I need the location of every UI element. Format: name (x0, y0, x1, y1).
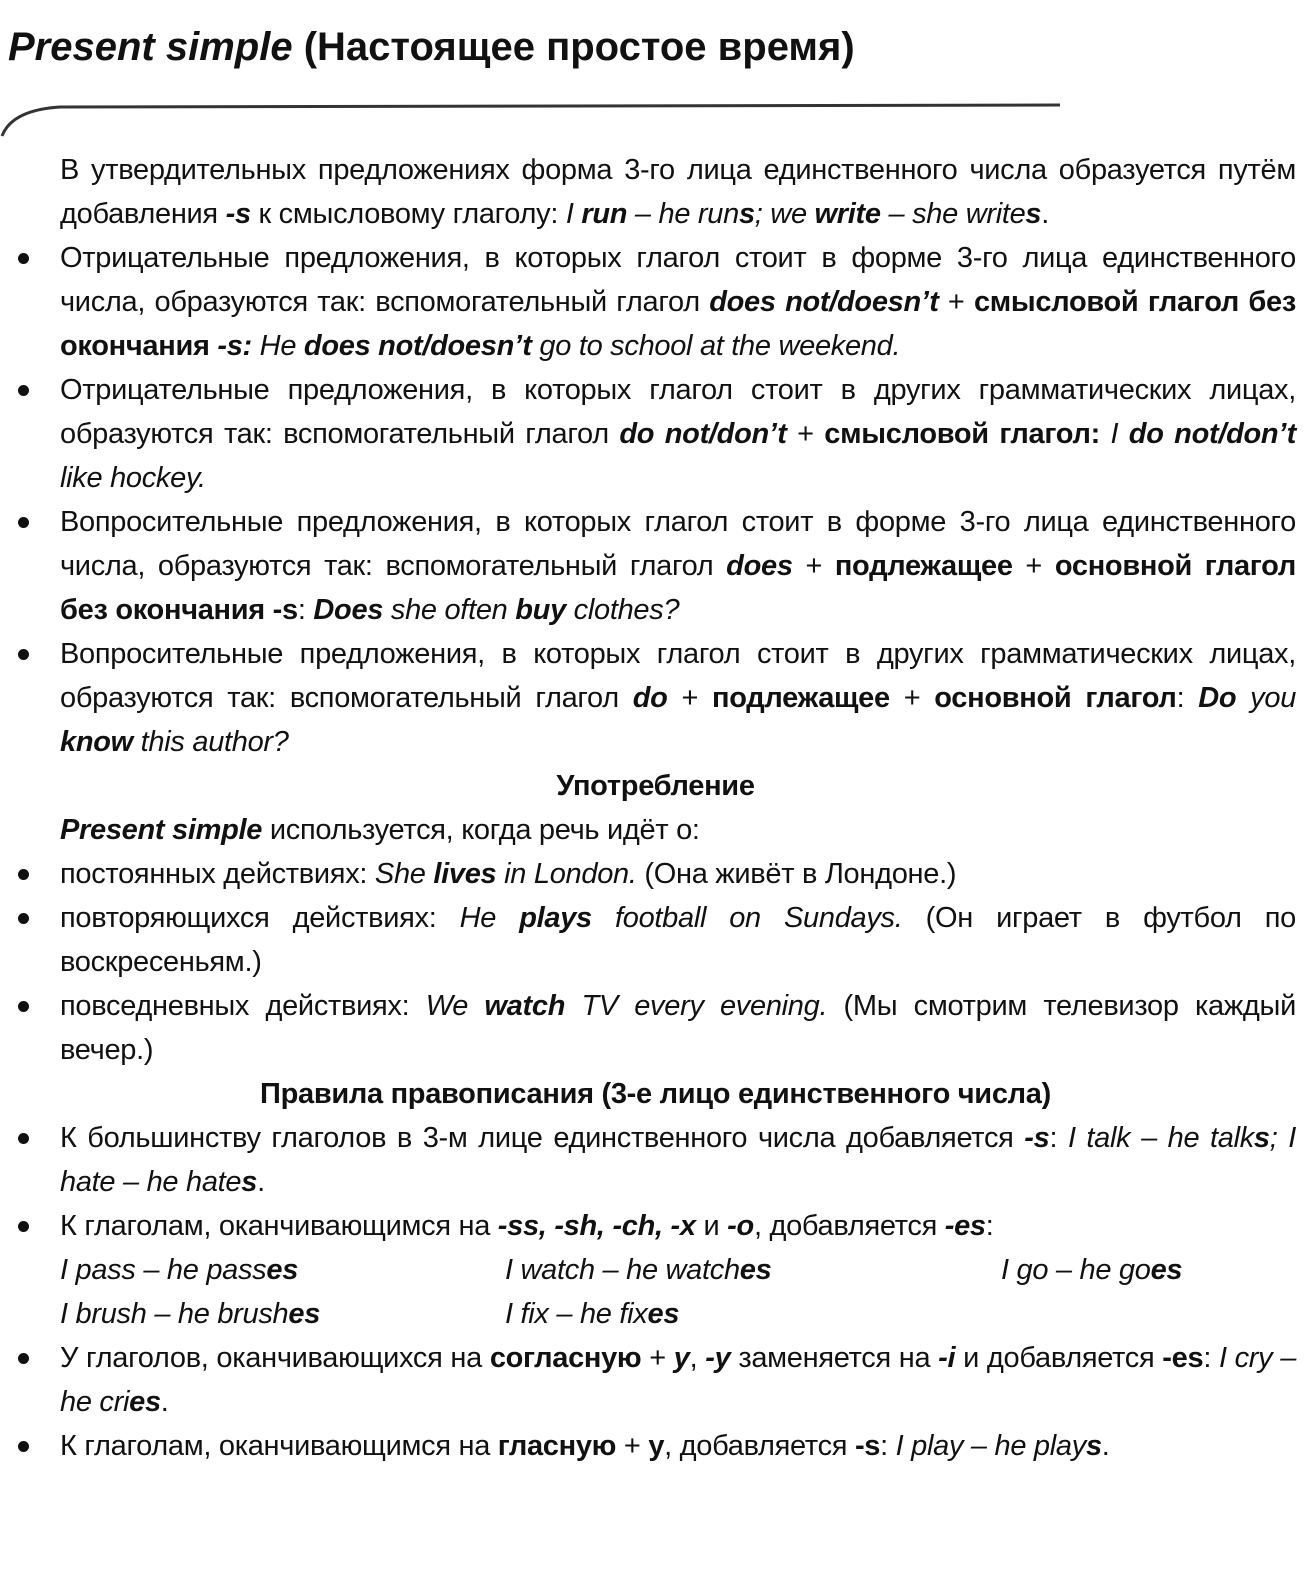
r3-text-3: и добавляется (955, 1342, 1163, 1374)
usage-intro-text: используется, когда речь идёт о: (262, 814, 700, 846)
r3-example-1: I cry – he cri (60, 1342, 1297, 1418)
q-other-example-1: Do (1198, 682, 1237, 714)
r2-endings: -ss, -sh, -ch, -x (497, 1210, 696, 1242)
q3-example-4: clothes? (565, 594, 680, 626)
r3-colon: : (1203, 1342, 1219, 1374)
intro-end: . (1041, 198, 1050, 230)
q-other-example-2: you (1236, 682, 1297, 714)
usage-item (15, 984, 1296, 1072)
es-example (505, 1248, 1001, 1292)
usage-intro-term: Present simple (60, 814, 263, 846)
q-other-example-3: know (60, 726, 133, 758)
neg-other-example-1: I (1099, 418, 1129, 450)
usage-translation: (Мы смотрим телевизор каждый вечер.) (60, 990, 1296, 1066)
usage-example-3: in London. (496, 858, 637, 890)
q3-rule: основной глагол без окончания -s (60, 550, 1296, 626)
r3-text: У глаголов, оканчивающихся на (60, 1342, 490, 1374)
usage-example-verb: plays (519, 902, 592, 934)
r3-y: y (673, 1342, 690, 1374)
rule-negative-3rd-person (15, 236, 1296, 368)
r2-and: и (695, 1210, 728, 1242)
intro-affirmative (15, 148, 1296, 236)
r4-example-2: s (1085, 1430, 1102, 1462)
r3-y-suffix: -y (705, 1342, 731, 1374)
r4-text: К глаголам, оканчивающимся на (60, 1430, 498, 1462)
usage-translation: (Она живёт в Лондоне.) (636, 858, 957, 890)
neg3-text: Отрицательные предложения, в которых глагол стоит в форме 3-го лица единственного числа, образуются так: вспомогательный глагол (60, 242, 1296, 318)
intro-example-2b: – she write (880, 198, 1026, 230)
usage-intro (15, 808, 1296, 852)
es-example (60, 1292, 505, 1336)
usage-example-3: football on Sundays. (591, 902, 903, 934)
r3-text-2: заменяется на (730, 1342, 939, 1374)
usage-item (15, 896, 1296, 984)
q-other-colon: : (1176, 682, 1199, 714)
intro-example-1d: s (738, 198, 755, 230)
es-examples-grid (15, 1248, 1296, 1336)
r3-es: -es (1162, 1342, 1204, 1374)
r1-example-2: s (1253, 1122, 1270, 1154)
q3-example-3: buy (515, 594, 566, 626)
r1-example-4: s (241, 1166, 258, 1198)
es-example-base: I brush – he brush (60, 1298, 289, 1330)
spelling-rule-vowel-y (15, 1424, 1296, 1468)
r4-colon: : (880, 1430, 896, 1462)
title-underline (0, 100, 1311, 140)
r3-comma: , (689, 1342, 706, 1374)
q3-plus-1: + (792, 550, 835, 582)
intro-example-2a: write (814, 198, 881, 230)
usage-example-1: She (374, 858, 434, 890)
r1-text: К большинству глаголов в 3-м лице единственного числа добавляется (60, 1122, 1025, 1154)
r3-plus: + (641, 1342, 674, 1374)
neg3-suffix: -s: (217, 330, 252, 362)
usage-example-verb: watch (484, 990, 566, 1022)
spelling-rule-es (15, 1204, 1296, 1248)
q-other-plus-1: + (667, 682, 713, 714)
r2-text-2: , добавляется (753, 1210, 945, 1242)
q-other-example-4: this author? (132, 726, 289, 758)
rule-question-other (15, 632, 1296, 764)
r4-end: . (1101, 1430, 1110, 1462)
r4-example-1: I play – he play (895, 1430, 1086, 1462)
r3-i: -i (938, 1342, 956, 1374)
usage-example-3: TV every evening. (565, 990, 828, 1022)
title-english: Present simple (8, 25, 293, 69)
q3-aux: does (726, 550, 793, 582)
usage-item-label: постоянных действиях: (60, 858, 375, 890)
usage-example-1: He (459, 902, 520, 934)
r1-end: . (257, 1166, 265, 1198)
r4-text-2: , добавляется (664, 1430, 855, 1462)
q-other-plus-2: + (889, 682, 935, 714)
usage-translation: (Он играет в футбол по воскресеньям.) (60, 902, 1296, 978)
intro-example-2c: s (1025, 198, 1042, 230)
neg3-example-3: go to school at the weekend. (531, 330, 901, 362)
intro-example-1e: ; we (754, 198, 815, 230)
grammar-content (15, 148, 1296, 1468)
intro-suffix: -s (225, 198, 251, 230)
r1-colon: : (1049, 1122, 1068, 1154)
es-example-ending: es (1150, 1254, 1183, 1286)
q3-subject: подлежащее (834, 550, 1013, 582)
spelling-rule-s (15, 1116, 1296, 1204)
usage-example-1: We (425, 990, 485, 1022)
r3-example-2: es (129, 1386, 161, 1418)
usage-item-label: повседневных действиях: (60, 990, 426, 1022)
es-example-ending: es (647, 1298, 680, 1330)
neg-other-example-3: like hockey. (60, 462, 206, 494)
intro-text: В утвердительных предложениях форма 3-го лица единственного числа образуется путём добавления (60, 154, 1296, 230)
r3-consonant: согласную (489, 1342, 642, 1374)
es-example-base: I fix – he fix (505, 1298, 648, 1330)
r1-suffix: -s (1024, 1122, 1050, 1154)
neg3-example-1: He (251, 330, 304, 362)
r4-y: y (648, 1430, 665, 1462)
es-example (60, 1248, 505, 1292)
q3-example-1: Does (313, 594, 384, 626)
q3-text: Вопросительные предложения, в которых глагол стоит в форме 3-го лица единственного числа, образуются так: вспомогательный глагол (60, 506, 1296, 582)
q3-example-2: she often (383, 594, 516, 626)
intro-example-1b: run (581, 198, 628, 230)
q3-plus-2: + (1012, 550, 1055, 582)
es-example (505, 1292, 1001, 1336)
r2-colon: : (985, 1210, 994, 1242)
rule-question-3rd-person (15, 500, 1296, 632)
neg-other-example-2: do not/don’t (1128, 418, 1296, 450)
es-example-base: I watch – he watch (505, 1254, 740, 1286)
intro-text-2: к смысловому глаголу: (250, 198, 566, 230)
es-example-base: I pass – he pass (60, 1254, 267, 1286)
neg3-rule: смысловой глагол без окончания (60, 286, 1296, 362)
es-example-ending: es (266, 1254, 299, 1286)
intro-example-1a: I (565, 198, 582, 230)
es-example-ending: es (288, 1298, 321, 1330)
neg-other-rule: смысловой глагол: (824, 418, 1100, 450)
neg3-example-2: does not/doesn’t (303, 330, 532, 362)
spelling-heading: Правила правописания (3-е лицо единственного числа) (260, 1078, 1051, 1110)
es-example-ending: es (739, 1254, 772, 1286)
q-other-text: Вопросительные предложения, в которых глагол стоит в других грамматических лицах, образуются так: вспомогательный глагол (60, 638, 1296, 714)
r2-text: К глаголам, оканчивающимся на (60, 1210, 498, 1242)
intro-example-1c: – he run (627, 198, 739, 230)
r2-o: -o (727, 1210, 754, 1242)
q-other-rule: основной глагол (934, 682, 1177, 714)
neg-other-aux: do not/don’t (619, 418, 787, 450)
page-title (8, 20, 855, 74)
neg3-aux: does not/doesn’t (709, 286, 939, 318)
title-russian: (Настоящее простое время) (303, 25, 855, 69)
q-other-subject: подлежащее (712, 682, 890, 714)
r1-example-1: I talk – he talk (1067, 1122, 1254, 1154)
r3-end: . (160, 1386, 169, 1418)
es-example-base: I go – he go (1001, 1254, 1151, 1286)
r4-s: -s (854, 1430, 881, 1462)
neg3-plus: + (938, 286, 974, 318)
usage-heading: Употребление (556, 770, 755, 802)
neg-other-plus: + (786, 418, 825, 450)
q-other-aux: do (632, 682, 668, 714)
r2-es: -es (944, 1210, 986, 1242)
rule-negative-other (15, 368, 1296, 500)
es-example (1001, 1248, 1301, 1292)
neg-other-text: Отрицательные предложения, в которых глагол стоит в других грамматических лицах, образуются так: вспомогательный глагол (60, 374, 1296, 450)
r1-example-3: ; I hate – he hate (60, 1122, 1296, 1198)
q3-colon: : (297, 594, 314, 626)
r4-plus: + (616, 1430, 649, 1462)
spelling-rule-consonant-y (15, 1336, 1296, 1424)
usage-item-label: повторяющихся действиях: (60, 902, 460, 934)
usage-item (15, 852, 1296, 896)
r4-vowel: гласную (497, 1430, 617, 1462)
usage-example-verb: lives (433, 858, 497, 890)
